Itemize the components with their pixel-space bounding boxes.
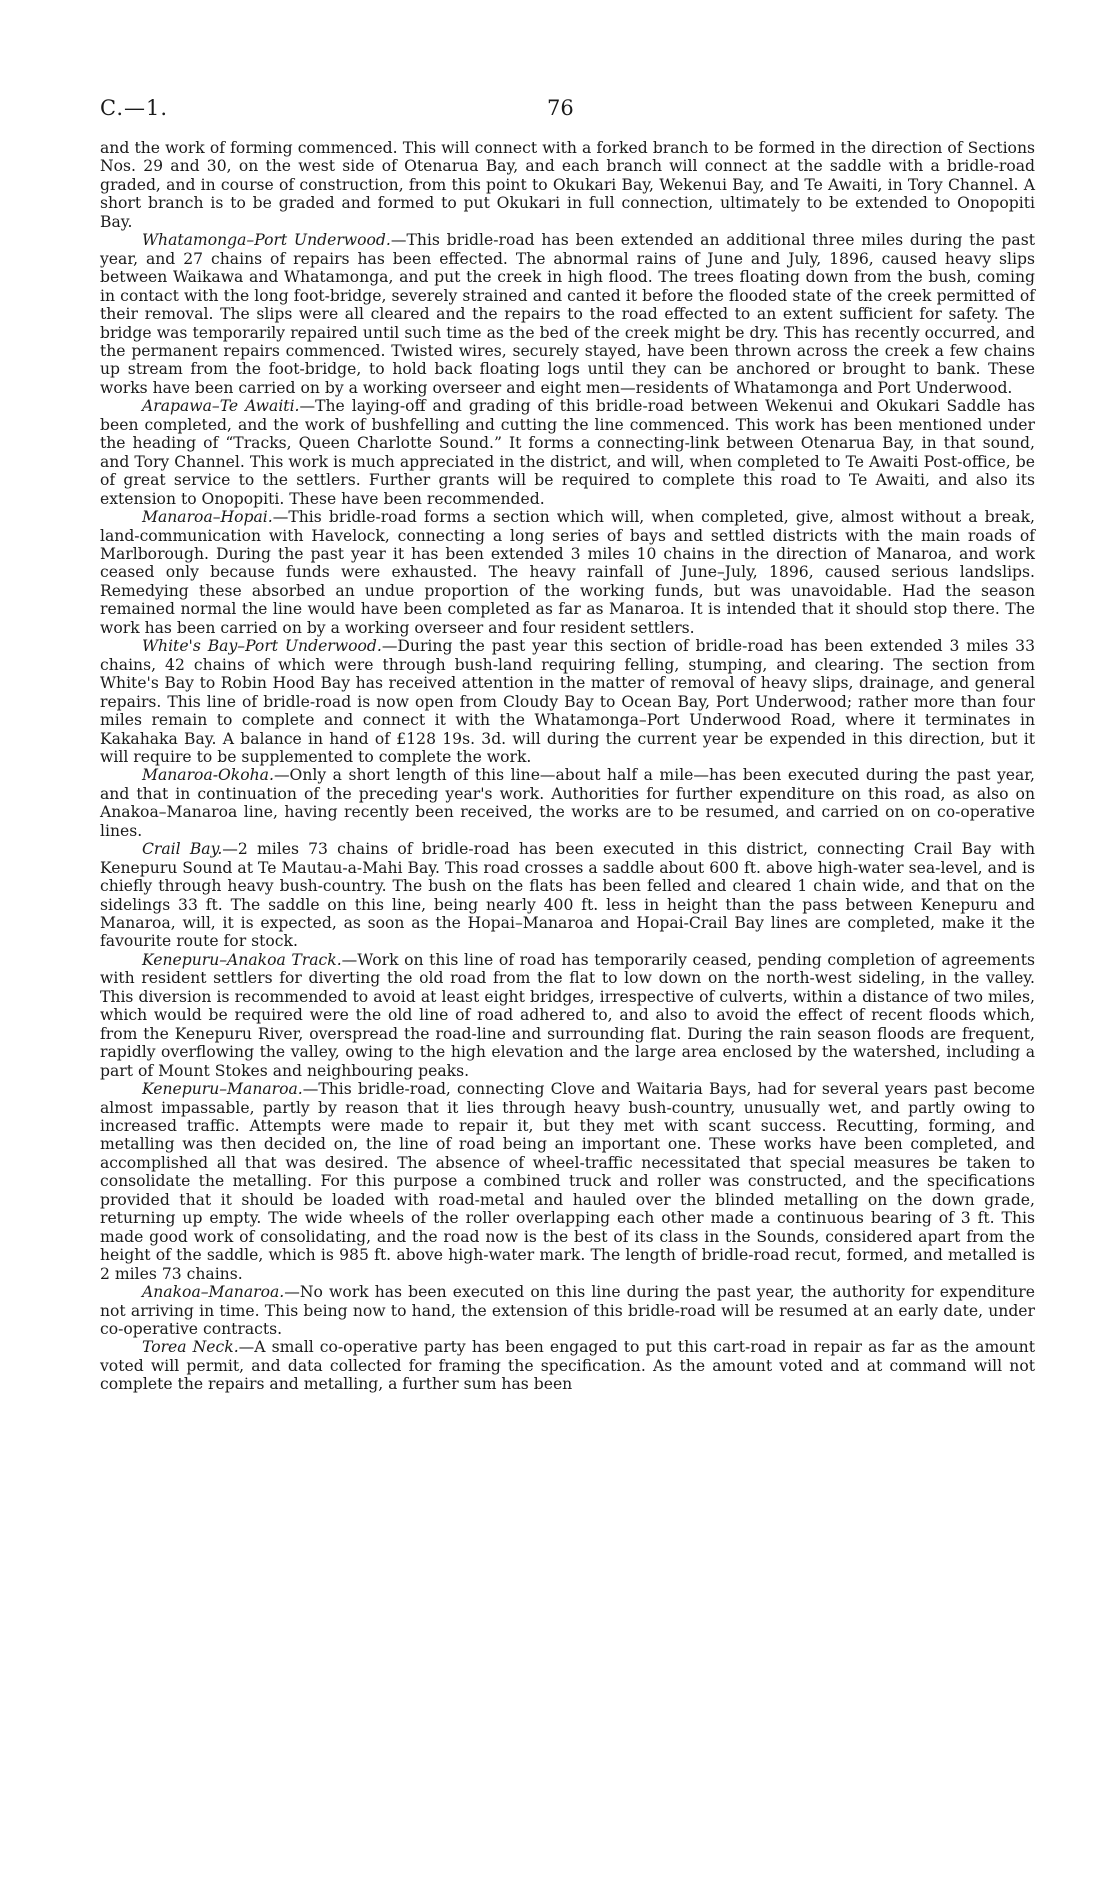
- section-heading: White's Bay–Port Underwood.: [142, 637, 382, 656]
- paragraph-manaroa-okoha: [100, 766, 1035, 840]
- page-number: 76: [547, 96, 574, 120]
- paragraph-arapawa-te-awaiti: [100, 397, 1035, 508]
- page-header: [100, 96, 1035, 124]
- paragraph-text: —Only a short length of this line—about half a mile—has been executed during the past year, and that in continuation of the preceding year's work. Authorities for further expenditure on this road, as also on Anakoa–Manaroa line, having recently been received, the works are to be resumed, and carried on on co-operative lines.: [100, 766, 1035, 840]
- section-heading: Whatamonga–Port Underwood.: [142, 231, 391, 250]
- section-heading: Arapawa–Te Awaiti.: [142, 397, 300, 416]
- paragraph-kenepuru-anakoa-track: [100, 951, 1035, 1080]
- section-heading: Kenepuru–Anakoa Track.: [142, 950, 342, 969]
- paragraph-text: and the work of forming commenced. This will connect with a forked branch to be formed in the direction of Sections Nos. 29 and 30, on the west side of Otenarua Bay, and each branch will connect at the saddle with a bridle-road graded, and in course of construction, from this point to Okukari Bay, Wekenui Bay, and Te Awaiti, in Tory Channel. A short branch is to be graded and formed to put Okukari in full connection, ultimately to be extended to Onopopiti Bay.: [100, 139, 1035, 231]
- paragraph-text: —Work on this line of road has temporarily ceased, pending completion of agreements with resident settlers for diverting the old road from the flat to low down on the north-west sideling, in the valley. This diversion is recommended to avoid at least eight bridges, irrespective of culverts, within a distance of two miles, which would be required were the old line of road adhered to, and also to avoid the effect of recent floods which, from the Kenepuru River, overspread the road-line and surrounding flat. During the rain season floods are frequent, rapidly overflowing the valley, owing to the high elevation and the large area enclosed by the watershed, including a part of Mount Stokes and neighbouring peaks.: [100, 950, 1035, 1080]
- section-heading: Crail Bay.: [142, 840, 223, 859]
- paragraph-torea-neck: [100, 1338, 1035, 1393]
- paragraph-continuation: [100, 139, 1035, 231]
- paragraph-anakoa-manaroa: [100, 1283, 1035, 1338]
- body-text: [100, 139, 1035, 1394]
- section-heading: Manaroa-Okoha.: [142, 766, 274, 785]
- section-heading: Manaroa–Hopai.: [142, 508, 273, 527]
- paragraph-manaroa-hopai: [100, 508, 1035, 637]
- paragraph-text: —The laying-off and grading of this bridle-road between Wekenui and Okukari Saddle has been completed, and the work of bushfelling and cutting the line commenced. This work has been mentioned under the heading of “Tracks, Queen Charlotte Sound.” It forms a connecting-link between Otenarua Bay, in that sound, and Tory Channel. This work is much appreciated in the district, and will, when completed to Te Awaiti Post-office, be of great service to the settlers. Further grants will be required to complete this road to Te Awaiti, and also its extension to Onopopiti. These have been recommended.: [100, 397, 1035, 508]
- section-heading: Kenepuru–Manaroa.: [142, 1080, 303, 1099]
- section-heading: Torea Neck.: [142, 1338, 239, 1357]
- paragraph-crail-bay: [100, 840, 1035, 951]
- paragraph-kenepuru-manaroa: [100, 1080, 1035, 1283]
- paragraph-text: —This bridle-road, connecting Clove and Waitaria Bays, had for several years past become almost impassable, partly by reason that it lies through heavy bush-country, unusually wet, and partly owing to increased traffic. Attempts were made to repair it, but they met with scant success. Recutting, forming, and metalling was then decided on, the line of road being an important one. These works have been completed, and accomplished all that was desired. The absence of wheel-traffic necessitated that special measures be taken to consolidate the metalling. For this purpose a combined truck and roller was constructed, and the specifications provided that it should be loaded with road-metal and hauled over the blinded metalling on the down grade, returning up empty. The wide wheels of the roller overlapping each other made a continuous bearing of 3 ft. This made good work of consolidating, and the road now is the best of its class in the Sounds, considered apart from the height of the saddle, which is 985 ft. above high-water mark. The length of bridle-road recut, formed, and metalled is 2 miles 73 chains.: [100, 1080, 1035, 1283]
- section-heading: Anakoa–Manaroa.: [142, 1283, 285, 1302]
- paragraph-whites-bay-port-underwood: [100, 637, 1035, 766]
- paragraph-text: —This bridle-road has been extended an additional three miles during the past year, and 27 chains of repairs has been effected. The abnormal rains of June and July, 1896, caused heavy slips between Waikawa and Whatamonga, and put the creek in high flood. The trees floating down from the bush, coming in contact with the long foot-bridge, severely strained and canted it before the flooded state of the creek permitted of their removal. The slips were all cleared and the repairs to the road effected to an extent sufficient for safety. The bridge was temporarily repaired until such time as the bed of the creek might be dry. This has recently occurred, and the permanent repairs commenced. Twisted wires, securely stayed, have been thrown across the creek a few chains up stream from the foot-bridge, to hold back floating logs until they can be anchored or brought to bank. These works have been carried on by a working overseer and eight men—residents of Whatamonga and Port Underwood.: [100, 231, 1035, 397]
- paragraph-text: —During the past year this section of bridle-road has been extended 3 miles 33 chains, 42 chains of which were through bush-land requiring felling, stumping, and clearing. The section from White's Bay to Robin Hood Bay has received attention in the matter of removal of heavy slips, drainage, and general repairs. This line of bridle-road is now open from Cloudy Bay to Ocean Bay, Port Underwood; rather more than four miles remain to complete and connect it with the Whatamonga–Port Underwood Road, where it terminates in Kakahaka Bay. A balance in hand of £128 19s. 3d. will during the current year be expended in this direction, but it will require to be supplemented to complete the work.: [100, 637, 1036, 766]
- paragraph-text: —A small co-operative party has been engaged to put this cart-road in repair as far as the amount voted will permit, and data collected for framing the specification. As the amount voted and at command will not complete the repairs and metalling, a further sum has been: [100, 1338, 1035, 1394]
- paragraph-text: —2 miles 73 chains of bridle-road has been executed in this district, connecting Crail Bay with Kenepuru Sound at Te Mautau-a-Mahi Bay. This road crosses a saddle about 600 ft. above high-water sea-level, and is chiefly through heavy bush-country. The bush on the flats has been felled and cleared 1 chain wide, and that on the sidelings 33 ft. The saddle on this line, being nearly 400 ft. less in height than the pass between Kenepuru and Manaroa, will, it is expected, as soon as the Hopai–Manaroa and Hopai-Crail Bay lines are completed, make it the favourite route for stock.: [100, 840, 1035, 951]
- paragraph-text: —No work has been executed on this line during the past year, the authority for expenditure not arriving in time. This being now to hand, the extension of this bridle-road will be resumed at an early date, under co-operative contracts.: [100, 1283, 1035, 1338]
- paragraph-text: —This bridle-road forms a section which will, when completed, give, almost without a break, land-communication with Havelock, connecting a long series of bays and settled districts with the main roads of Marlborough. During the past year it has been extended 3 miles 10 chains in the direction of Manaroa, and work ceased only because funds were exhausted. The heavy rainfall of June–July, 1896, caused serious landslips. Remedying these absorbed an undue proportion of the working funds, but was unavoidable. Had the season remained normal the line would have been completed as far as Manaroa. It is intended that it should stop there. The work has been carried on by a working overseer and four resident settlers.: [100, 508, 1035, 637]
- document-reference: C.—1.: [100, 96, 169, 120]
- paragraph-whatamonga-port-underwood: [100, 231, 1035, 397]
